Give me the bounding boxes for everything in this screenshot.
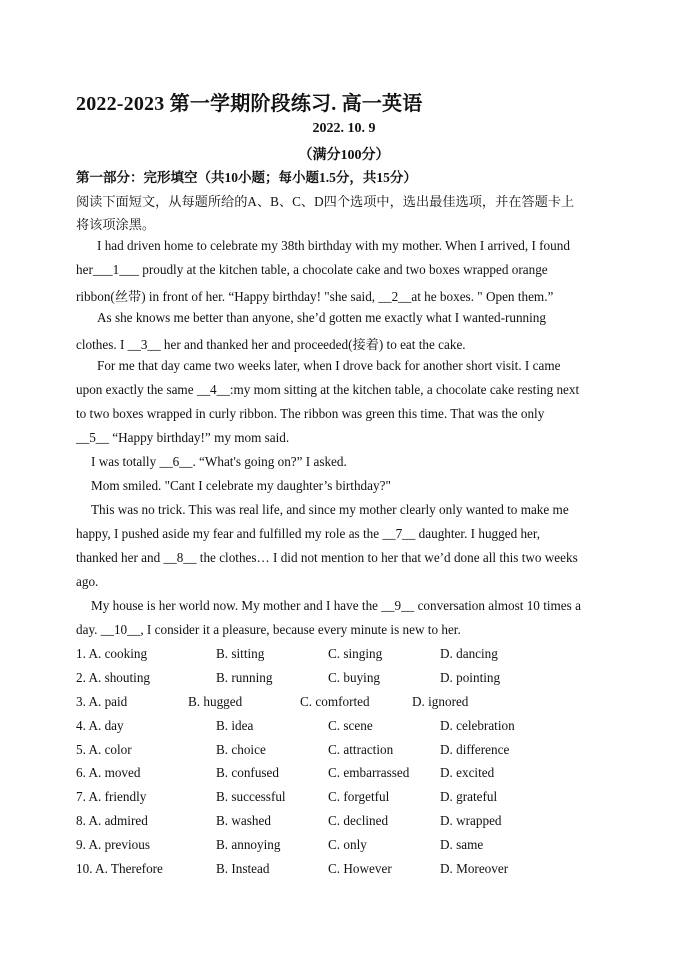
option-d: D. same: [440, 837, 484, 852]
option-d: D. ignored: [412, 694, 469, 709]
passage-line: __5__ “Happy birthday!” my mom said.: [76, 430, 290, 445]
option-d: D. difference: [440, 742, 510, 757]
option-b: B. confused: [216, 765, 279, 780]
option-d: D. wrapped: [440, 813, 502, 828]
option-c: C. only: [328, 837, 367, 852]
passage-line: I was totally __6__. “What's going on?” I asked.: [91, 454, 347, 469]
question-8-options: [76, 813, 676, 833]
option-b: B. annoying: [216, 837, 281, 852]
option-c: C. However: [328, 861, 392, 876]
option-a: 7. A. friendly: [76, 789, 147, 804]
option-c: C. buying: [328, 670, 381, 685]
passage-line: ago.: [76, 574, 99, 589]
option-b: B. hugged: [188, 694, 243, 709]
option-a: 10. A. Therefore: [76, 861, 163, 876]
question-6-options: [76, 765, 676, 785]
option-a: 2. A. shouting: [76, 670, 151, 685]
option-a: 3. A. paid: [76, 694, 128, 709]
option-c: C. singing: [328, 646, 383, 661]
option-d: D. celebration: [440, 718, 515, 733]
passage-line: I had driven home to celebrate my 38th birthday with my mother. When I arrived, I found: [97, 238, 570, 253]
exam-title: 2022-2023 第一学期阶段练习. 高一英语: [76, 93, 423, 115]
passage-line: happy, I pushed aside my fear and fulfilled my role as the __7__ daughter. I hugged her,: [76, 526, 541, 541]
question-4-options: [76, 718, 676, 738]
option-d: D. Moreover: [440, 861, 509, 876]
instruction-line: 阅读下面短文，从每题所给的A、B、C、D四个选项中，选出最佳选项，并在答题卡上: [76, 194, 575, 209]
option-d: D. excited: [440, 765, 495, 780]
passage-line: day. __10__, I consider it a pleasure, because every minute is new to her.: [76, 622, 461, 637]
option-a: 9. A. previous: [76, 837, 150, 852]
option-a: 1. A. cooking: [76, 646, 148, 661]
question-7-options: [76, 789, 676, 809]
passage-line: My house is her world now. My mother and I have the __9__ conversation almost 10 times a: [91, 598, 581, 613]
instruction-line: 将该项涂黑。: [76, 217, 156, 232]
passage-line: ribbon(丝带) in front of her. “Happy birthday! "she said, __2__at he boxes. " Open them.”: [76, 289, 554, 304]
option-b: B. Instead: [216, 861, 270, 876]
passage-line: This was no trick. This was real life, and since my mother clearly only wanted to make me: [91, 502, 569, 517]
option-c: C. comforted: [300, 694, 370, 709]
question-1-options: [76, 646, 676, 666]
option-b: B. idea: [216, 718, 254, 733]
passage-line: Mom smiled. "Cant I celebrate my daughter’s birthday?": [91, 478, 391, 493]
question-9-options: [76, 837, 676, 857]
question-3-options: [76, 694, 676, 714]
passage-line: her___1___ proudly at the kitchen table, a chocolate cake and two boxes wrapped orange: [76, 262, 548, 277]
passage-line: As she knows me better than anyone, she’d gotten me exactly what I wanted-running: [97, 310, 546, 325]
question-10-options: [76, 861, 676, 881]
passage-line: For me that day came two weeks later, when I drove back for another short visit. I came: [97, 358, 561, 373]
option-d: D. pointing: [440, 670, 501, 685]
question-5-options: [76, 742, 676, 762]
passage-line: thanked her and __8__ the clothes… I did not mention to her that we’d done all this two weeks: [76, 550, 578, 565]
option-a: 8. A. admired: [76, 813, 148, 828]
option-c: C. embarrassed: [328, 765, 410, 780]
option-b: B. successful: [216, 789, 286, 804]
option-d: D. grateful: [440, 789, 498, 804]
option-b: B. running: [216, 670, 273, 685]
exam-date: 2022. 10. 9: [312, 121, 376, 136]
question-2-options: [76, 670, 676, 690]
option-d: D. dancing: [440, 646, 498, 661]
passage-line: clothes. I __3__ her and thanked her and proceeded(接着) to eat the cake.: [76, 337, 466, 352]
option-b: B. washed: [216, 813, 271, 828]
section-heading: 第一部分：完形填空（共10小题；每小题1.5分，共15分）: [76, 170, 417, 185]
option-a: 4. A. day: [76, 718, 124, 733]
option-c: C. attraction: [328, 742, 394, 757]
full-score: （满分100分）: [298, 148, 390, 163]
option-a: 5. A. color: [76, 742, 132, 757]
option-b: B. choice: [216, 742, 266, 757]
option-c: C. forgetful: [328, 789, 390, 804]
option-c: C. declined: [328, 813, 389, 828]
passage-line: upon exactly the same __4__:my mom sitting at the kitchen table, a chocolate cake resting next: [76, 382, 580, 397]
passage-line: to two boxes wrapped in curly ribbon. The ribbon was green this time. That was the only: [76, 406, 545, 421]
option-b: B. sitting: [216, 646, 265, 661]
option-c: C. scene: [328, 718, 373, 733]
option-a: 6. A. moved: [76, 765, 141, 780]
